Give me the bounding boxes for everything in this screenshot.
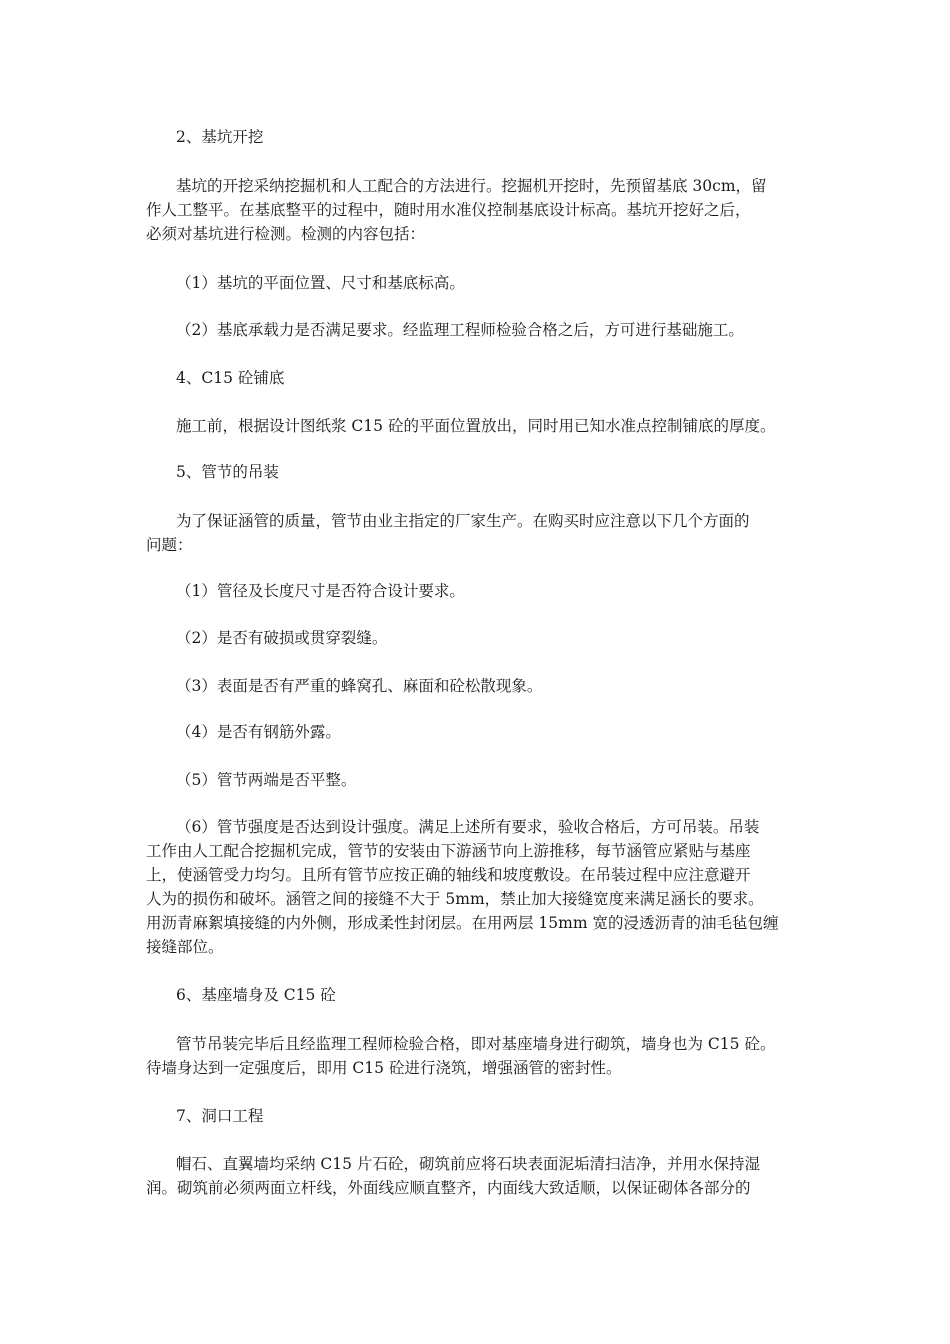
paragraph-line: 待墙身达到一定强度后，即用 C15 砼进行浇筑，增强涵管的密封性。 (146, 1059, 622, 1077)
paragraph-line: 基坑的开挖采纳挖掘机和人工配合的方法进行。挖掘机开挖时，先预留基底 30cm，留 (176, 177, 767, 195)
section-heading: 7、洞口工程 (176, 1107, 264, 1125)
paragraph-line: 润。砌筑前必须两面立杆线，外面线应顺直整齐，内面线大致适顺，以保证砌体各部分的 (146, 1179, 751, 1197)
list-item: （1）管径及长度尺寸是否符合设计要求。 (176, 582, 465, 600)
list-item: （4）是否有钢筋外露。 (176, 723, 341, 741)
list-item: （3）表面是否有严重的蜂窝孔、麻面和砼松散现象。 (176, 677, 543, 695)
section-heading: 2、基坑开挖 (176, 128, 264, 146)
paragraph-line: 施工前，根据设计图纸浆 C15 砼的平面位置放出，同时用已知水准点控制铺底的厚度。 (176, 417, 776, 435)
list-item: （2）基底承载力是否满足要求。经监理工程师检验合格之后，方可进行基础施工。 (176, 321, 744, 339)
section-heading: 5、管节的吊装 (176, 463, 279, 481)
paragraph-line: 上，使涵管受力均匀。且所有管节应按正确的轴线和坡度敷设。在吊装过程中应注意避开 (146, 866, 751, 884)
paragraph-line: （6）管节强度是否达到设计强度。满足上述所有要求，验收合格后，方可吊装。吊装 (176, 818, 760, 836)
paragraph-line: 管节吊装完毕后且经监理工程师检验合格，即对基座墙身进行砌筑，墙身也为 C15 砼。 (176, 1035, 776, 1053)
list-item: （2）是否有破损或贯穿裂缝。 (176, 629, 388, 647)
paragraph-line: 用沥青麻絮填接缝的内外侧，形成柔性封闭层。在用两层 15mm 宽的浸透沥青的油毛毡包缠 (146, 914, 779, 932)
list-item: （1）基坑的平面位置、尺寸和基底标高。 (176, 274, 465, 292)
paragraph-line: 工作由人工配合挖掘机完成，管节的安装由下游涵节向上游推移，每节涵管应紧贴与基座 (146, 842, 751, 860)
section-heading: 4、C15 砼铺底 (176, 369, 285, 387)
paragraph-line: 接缝部位。 (146, 938, 224, 956)
paragraph-line: 作人工整平。在基底整平的过程中，随时用水准仪控制基底设计标高。基坑开挖好之后， (146, 201, 751, 219)
paragraph-line: 问题： (146, 536, 193, 554)
paragraph-line: 帽石、直翼墙均采纳 C15 片石砼，砌筑前应将石块表面泥垢清扫洁净，并用水保持湿 (176, 1155, 760, 1173)
paragraph-line: 人为的损伤和破坏。涵管之间的接缝不大于 5mm，禁止加大接缝宽度来满足涵长的要求。 (146, 890, 764, 908)
paragraph-line: 必须对基坑进行检测。检测的内容包括： (146, 225, 426, 243)
paragraph-line: 为了保证涵管的质量，管节由业主指定的厂家生产。在购买时应注意以下几个方面的 (176, 512, 750, 530)
section-heading: 6、基座墙身及 C15 砼 (176, 986, 336, 1004)
list-item: （5）管节两端是否平整。 (176, 771, 357, 789)
